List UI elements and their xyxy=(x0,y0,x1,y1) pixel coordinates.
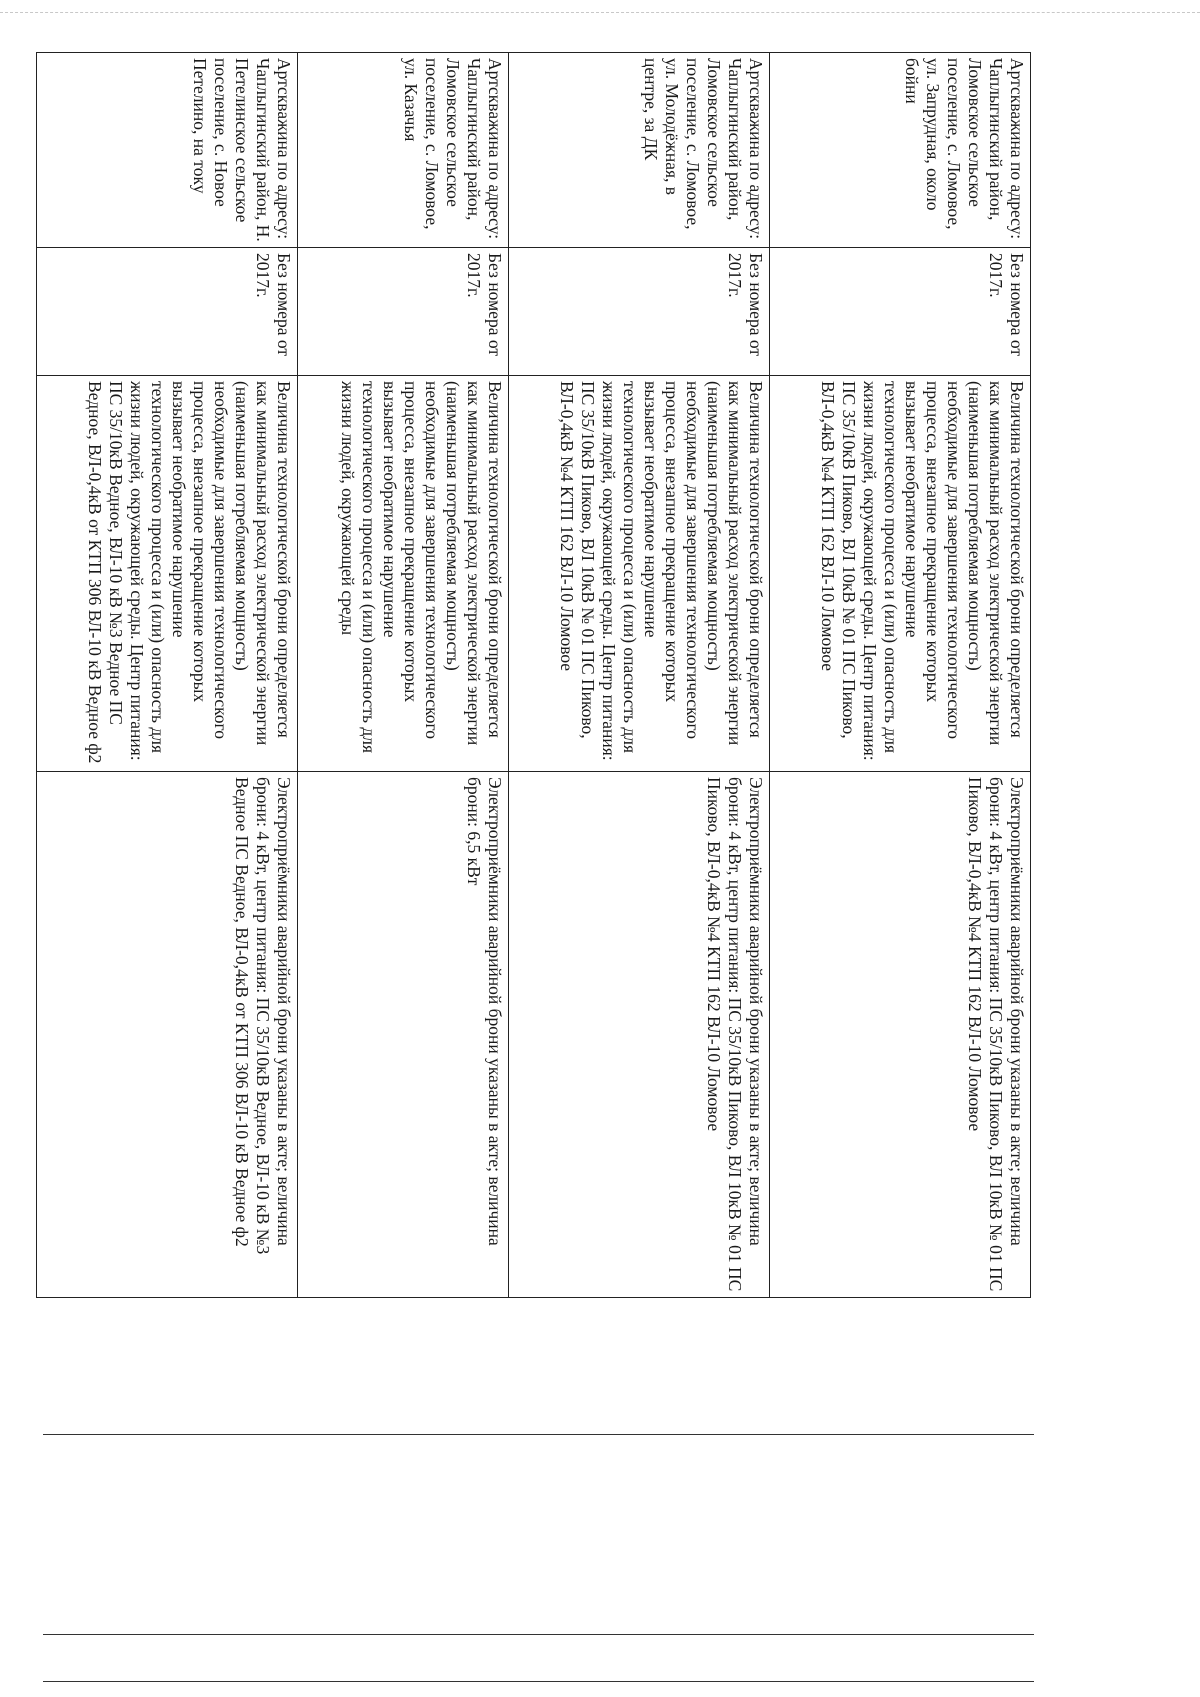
cell-emergency-reserve: Электроприёмники аварийной брони указаны в акте; величина брони: 4 кВт, центр питания: ПС 35/10кВ Пиково, ВЛ 10кВ № 01 ПС Пиково, ВЛ-0,4кВ №4 КТП 162 ВЛ-10 Ломовое xyxy=(769,772,1030,1298)
cell-address: Артскважина по адресу: Чаплыгинский район, Ломовское сельское поселение, с. Ломовое, ул. Молодёжная, в центре, за ДК xyxy=(508,53,769,248)
cell-document: Без номера от 2017г. xyxy=(37,248,298,376)
cell-emergency-reserve: Электроприёмники аварийной брони указаны в акте; величина брони: 6,5 кВт xyxy=(298,772,508,1298)
horizontal-rule xyxy=(43,1681,1034,1682)
cell-address: Артскважина по адресу: Чаплыгинский район, Н. Петелинское сельское поселение, с. Новое Петелино, на току xyxy=(37,53,298,248)
page-top-rule xyxy=(0,12,1200,13)
cell-emergency-reserve: Электроприёмники аварийной брони указаны в акте; величина брони: 4 кВт, центр питания: ПС 35/10кВ Ведное, ВЛ-10 кВ №3 Ведное ПС Ведное, ВЛ-0,4кВ от КТП 306 ВЛ-10 кВ Ведное ф2 xyxy=(37,772,298,1298)
cell-address: Артскважина по адресу: Чаплыгинский район, Ломовское сельское поселение, с. Ломовое, ул. Казачья xyxy=(298,53,508,248)
table-row xyxy=(508,53,769,1298)
cell-address: Артскважина по адресу: Чаплыгинский район, Ломовское сельское поселение, с. Ломовое, ул. Запрудная, около бойни xyxy=(769,53,1030,248)
cell-emergency-reserve: Электроприёмники аварийной брони указаны в акте; величина брони: 4 кВт, центр питания: ПС 35/10кВ Пиково, ВЛ 10кВ № 01 ПС Пиково, ВЛ-0,4кВ №4 КТП 162 ВЛ-10 Ломовое xyxy=(508,772,769,1298)
horizontal-rule xyxy=(43,1634,1034,1635)
cell-document: Без номера от 2017г. xyxy=(298,248,508,376)
table-row xyxy=(37,53,298,1298)
table-row xyxy=(769,53,1030,1298)
cell-tech-reserve: Величина технологической брони определяется как минимальный расход электрической энергии (наименьшая потребляемая мощность) необходимые для завершения технологического процесса, внезапное прекращение которых вызывает необратимое нарушение технологического процесса и (или) опасность для жизни людей, окружающей среды xyxy=(298,376,508,772)
emergency-reserve-table xyxy=(36,52,1031,1298)
cell-tech-reserve: Величина технологической брони определяется как минимальный расход электрической энергии (наименьшая потребляемая мощность) необходимые для завершения технологического процесса, внезапное прекращение которых вызывает необратимое нарушение технологического процесса и (или) опасность для жизни людей, окружающей среды. Центр питания: ПС 35/10кВ Пиково, ВЛ 10кВ № 01 ПС Пиково, ВЛ-0,4кВ №4 КТП 162 ВЛ-10 Ломовое xyxy=(769,376,1030,772)
rotated-table-container xyxy=(36,52,1031,1297)
cell-tech-reserve: Величина технологической брони определяется как минимальный расход электрической энергии (наименьшая потребляемая мощность) необходимые для завершения технологического процесса, внезапное прекращение которых вызывает необратимое нарушение технологического процесса и (или) опасность для жизни людей, окружающей среды. Центр питания: ПС 35/10кВ Пиково, ВЛ 10кВ № 01 ПС Пиково, ВЛ-0,4кВ №4 КТП 162 ВЛ-10 Ломовое xyxy=(508,376,769,772)
cell-document: Без номера от 2017г. xyxy=(508,248,769,376)
cell-tech-reserve: Величина технологической брони определяется как минимальный расход электрической энергии (наименьшая потребляемая мощность) необходимые для завершения технологического процесса, внезапное прекращение которых вызывает необратимое нарушение технологического процесса и (или) опасность для жизни людей, окружающей среды. Центр питания: ПС 35/10кВ Ведное, ВЛ-10 кВ №3 Ведное ПС Ведное, ВЛ-0,4кВ от КТП 306 ВЛ-10 кВ Ведное ф2 xyxy=(37,376,298,772)
table-row xyxy=(298,53,508,1298)
cell-document: Без номера от 2017г. xyxy=(769,248,1030,376)
horizontal-rule xyxy=(43,1434,1034,1435)
